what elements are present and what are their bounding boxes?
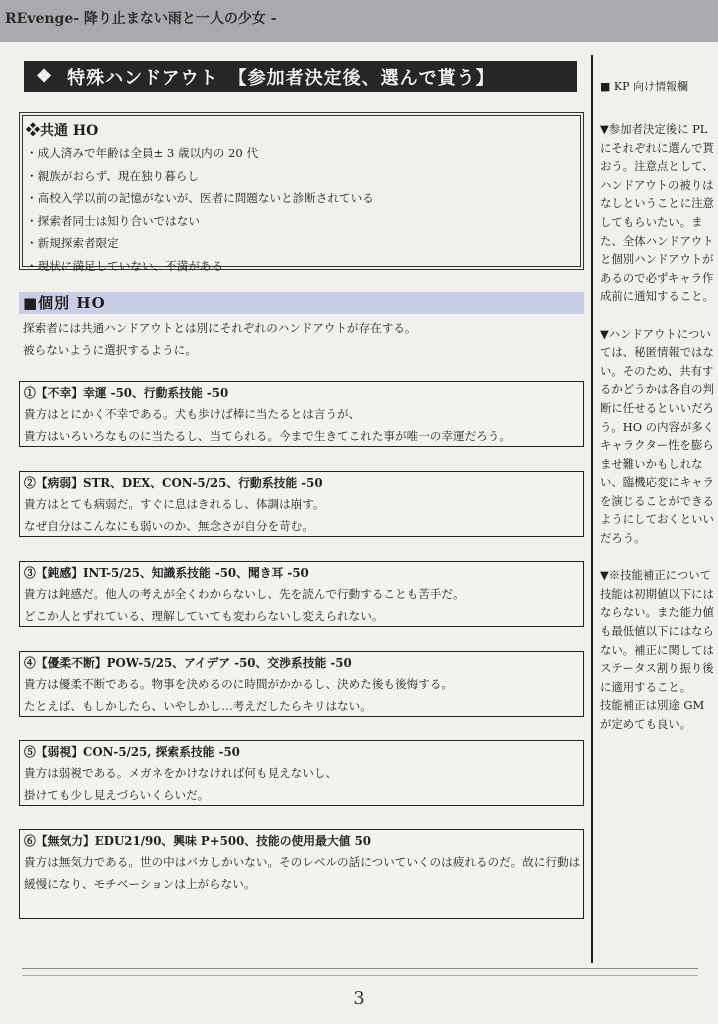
ho-box-4: [19, 651, 584, 717]
column-divider: [591, 55, 593, 963]
common-ho-inner: [22, 115, 581, 273]
section-title-banner: [24, 61, 577, 92]
ho-box-5: [19, 740, 584, 806]
page-number: 3: [353, 988, 365, 1009]
common-ho-item: ・探索者同士は知り合いではない: [26, 213, 200, 228]
ho-line: 貴方は優柔不断である。物事を決めるのに時間がかかるし、決めた後も後悔する。: [24, 677, 453, 691]
kp-heading: ■ KP 向け情報欄: [600, 80, 689, 93]
ho-line: なぜ自分はこんなにも弱いのか、無念さが自分を苛む。: [24, 519, 314, 533]
ho-title: ⑥【無気力】EDU21/90、興味 P+500、技能の使用最大値 50: [24, 834, 372, 848]
kp-note: 技能補正は別途 GM が定めても良い。: [600, 698, 705, 731]
ho-line: 貴方はとにかく不幸である。犬も歩けば棒に当たるとは言うが、: [24, 407, 361, 421]
common-ho-item: ・新規探索者限定: [26, 236, 119, 251]
ho-line: たとえば、もしかしたら、いやしかし…考えだしたらキリはない。: [24, 699, 372, 713]
common-ho-item: ・親族がおらず、現在独り暮らし: [26, 168, 199, 183]
common-ho-title: ❖共通 HO: [26, 123, 99, 139]
ho-line: 掛けても少し見えづらいくらいだ。: [24, 788, 210, 802]
common-ho-item: ・高校入学以前の記憶がないが、医者に問題ないと診断されている: [26, 191, 374, 206]
kp-note: ▼※技能補正について技能は初期値以下にはならない。また能力値も最低値以下にはならない。補正に関してはステータス割り振り後に適用すること。: [600, 568, 714, 694]
common-ho-box: [19, 112, 584, 273]
ho-title: ①【不幸】幸運 -50、行動系技能 -50: [24, 386, 229, 400]
ho-line: どこか人とずれている、理解していても変わらないし変えられない。: [24, 609, 384, 623]
header-bar: [0, 0, 718, 42]
document-title: REvenge- 降り止まない雨と一人の少女 -: [5, 11, 277, 27]
ho-title: ⑤【弱視】CON-5/25, 探索系技能 -50: [24, 745, 240, 759]
ho-box-3: [19, 561, 584, 627]
intro-line: 被らないように選択するように。: [23, 343, 197, 357]
ho-title: ④【優柔不断】POW-5/25、アイデア -50、交渉系技能 -50: [24, 656, 352, 670]
individual-ho-heading: ■個別 HO: [19, 292, 584, 314]
ho-title: ②【病弱】STR、DEX、CON-5/25、行動系技能 -50: [24, 476, 323, 490]
individual-ho-intro: [23, 317, 579, 361]
kp-note: ▼参加者決定後に PL にそれぞれに選んで貰おう。注意点として、ハンドアウトの被りはなしということに注意してもらいたい。また、全体ハンドアウトと個別ハンドアウトがあるので必ずキャラ作成前に通知すること。: [600, 122, 714, 304]
footer-divider: [22, 968, 698, 976]
ho-line: 貴方は鈍感だ。他人の考えが全くわからないし、先を読んで行動することも苦手だ。: [24, 587, 465, 601]
ho-line: 貴方は無気力である。世の中はバカしかいない。そのレベルの話についていくのは疲れるのだ。故に行動は緩慢になり、モチベーションは上がらない。: [24, 855, 581, 891]
common-ho-item: ・現状に満足していない、不満がある: [26, 258, 224, 273]
ho-title: ③【鈍感】INT-5/25、知識系技能 -50、聞き耳 -50: [24, 566, 309, 580]
intro-line: 探索者には共通ハンドアウトとは別にそれぞれのハンドアウトが存在する。: [23, 321, 417, 335]
section-title: 特殊ハンドアウト 【参加者決定後、選んで貰う】: [67, 67, 495, 89]
kp-info-panel: [600, 78, 716, 752]
common-ho-item: ・成人済みで年齢は全員± 3 歳以内の 20 代: [26, 146, 259, 160]
ho-box-2: [19, 471, 584, 537]
diamond-icon: ❖: [36, 66, 54, 87]
ho-box-1: [19, 381, 584, 447]
ho-box-6: [19, 829, 584, 919]
ho-line: 貴方は弱視である。メガネをかけなければ何も見えないし、: [24, 766, 338, 780]
ho-line: 貴方はとても病弱だ。すぐに息はきれるし、体調は崩す。: [24, 497, 325, 511]
ho-line: 貴方はいろいろなものに当たるし、当てられる。今まで生きてこれた事が唯一の幸運だろう。: [24, 429, 511, 443]
kp-note: ▼ハンドアウトについては、秘匿情報ではない。そのため、共有するかどうかは各自の判断に任せるといいだろう。HO の内容が多くキャラクター性を膨らませ難いかもしれない、臨機応変にキャラを演じることができるようにしておくといいだろう。: [600, 326, 715, 546]
